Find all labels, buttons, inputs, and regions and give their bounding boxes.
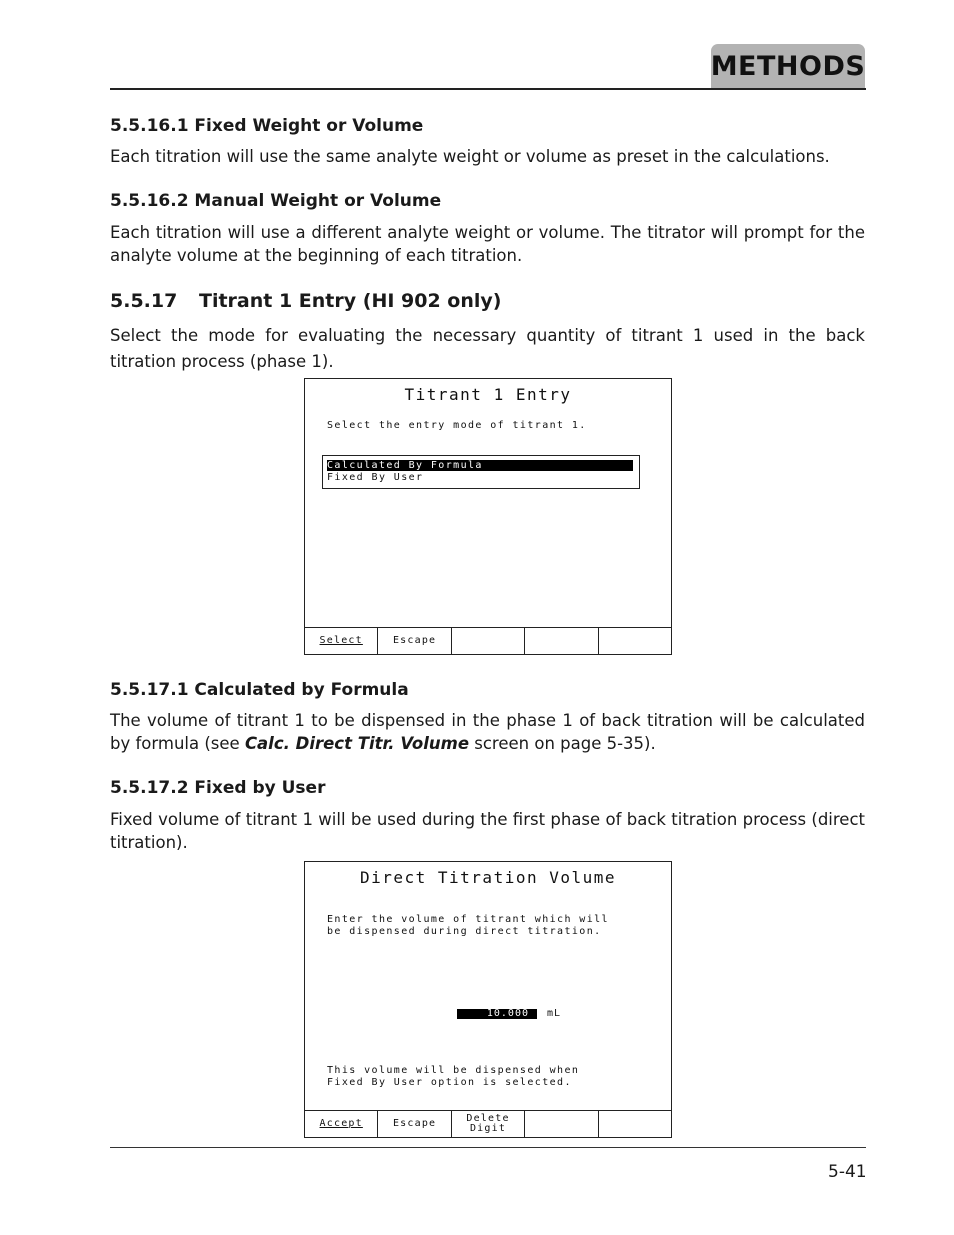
softkey-select[interactable]: Select (305, 628, 378, 654)
softkey-bar (305, 627, 671, 654)
lcd-note-line-1: This volume will be dispensed when (327, 1065, 580, 1076)
footer-rule (110, 1147, 866, 1148)
softkey-empty-4[interactable] (525, 1111, 598, 1137)
lcd-title: Titrant 1 Entry (404, 385, 572, 404)
softkey-bar (305, 1110, 671, 1137)
paragraph-fixed-weight: Each titration will use the same analyte weight or volume as preset in the calculations. (110, 147, 830, 166)
entry-mode-list[interactable] (322, 455, 640, 489)
volume-input[interactable]: 10.000 (457, 1009, 537, 1019)
paragraph-manual-weight: Each titration will use a different analyte weight or volume. The titrator will prompt for the analyte volume at the beginning of each titration. (110, 223, 865, 265)
heading-title: Titrant 1 Entry (HI 902 only) (199, 290, 502, 312)
softkey-empty-3[interactable] (452, 628, 525, 654)
paragraph-fixed-by-user: Fixed volume of titrant 1 will be used during the first phase of back titration process (direct titration). (110, 810, 865, 852)
paragraph-calculated-by-formula: The volume of titrant 1 to be dispensed in the phase 1 of back titration will be calculated by formula (see Calc. Direct Titr. Volume screen on page 5-35). (110, 711, 865, 753)
paragraph-titrant-entry: Select the mode for evaluating the necessary quantity of titrant 1 used in the back titration process (phase 1). (110, 326, 865, 371)
lcd-screen-titrant-entry (304, 378, 672, 655)
lcd-note-line-2: Fixed By User option is selected. (327, 1077, 572, 1088)
softkey-delete-digit[interactable]: Delete Digit (452, 1111, 525, 1137)
lcd-prompt-line-1: Enter the volume of titrant which will (327, 914, 609, 925)
softkey-empty-5[interactable] (599, 628, 671, 654)
heading-fixed-weight: 5.5.16.1 Fixed Weight or Volume (110, 116, 424, 136)
heading-calculated-by-formula: 5.5.17.1 Calculated by Formula (110, 680, 409, 700)
heading-number: 5.5.17 (110, 290, 178, 312)
softkey-empty-4[interactable] (525, 628, 598, 654)
heading-titrant-entry (110, 290, 501, 312)
option-calculated-by-formula[interactable]: Calculated By Formula (327, 460, 633, 471)
softkey-escape[interactable]: Escape (378, 1111, 451, 1137)
methods-section-tab: METHODS (711, 44, 865, 88)
header-rule (110, 88, 866, 90)
option-fixed-by-user[interactable]: Fixed By User (327, 472, 424, 483)
softkey-escape[interactable]: Escape (378, 628, 451, 654)
screen-reference: Calc. Direct Titr. Volume (244, 734, 470, 753)
heading-fixed-by-user: 5.5.17.2 Fixed by User (110, 778, 326, 798)
lcd-screen-direct-titration-volume (304, 861, 672, 1138)
lcd-prompt: Select the entry mode of titrant 1. (327, 420, 587, 431)
softkey-accept[interactable]: Accept (305, 1111, 378, 1137)
softkey-empty-5[interactable] (599, 1111, 671, 1137)
page-number: 5-41 (828, 1162, 867, 1182)
lcd-prompt-line-2: be dispensed during direct titration. (327, 926, 602, 937)
volume-unit: mL (547, 1008, 562, 1019)
heading-manual-weight: 5.5.16.2 Manual Weight or Volume (110, 191, 442, 211)
lcd-title: Direct Titration Volume (359, 868, 617, 887)
